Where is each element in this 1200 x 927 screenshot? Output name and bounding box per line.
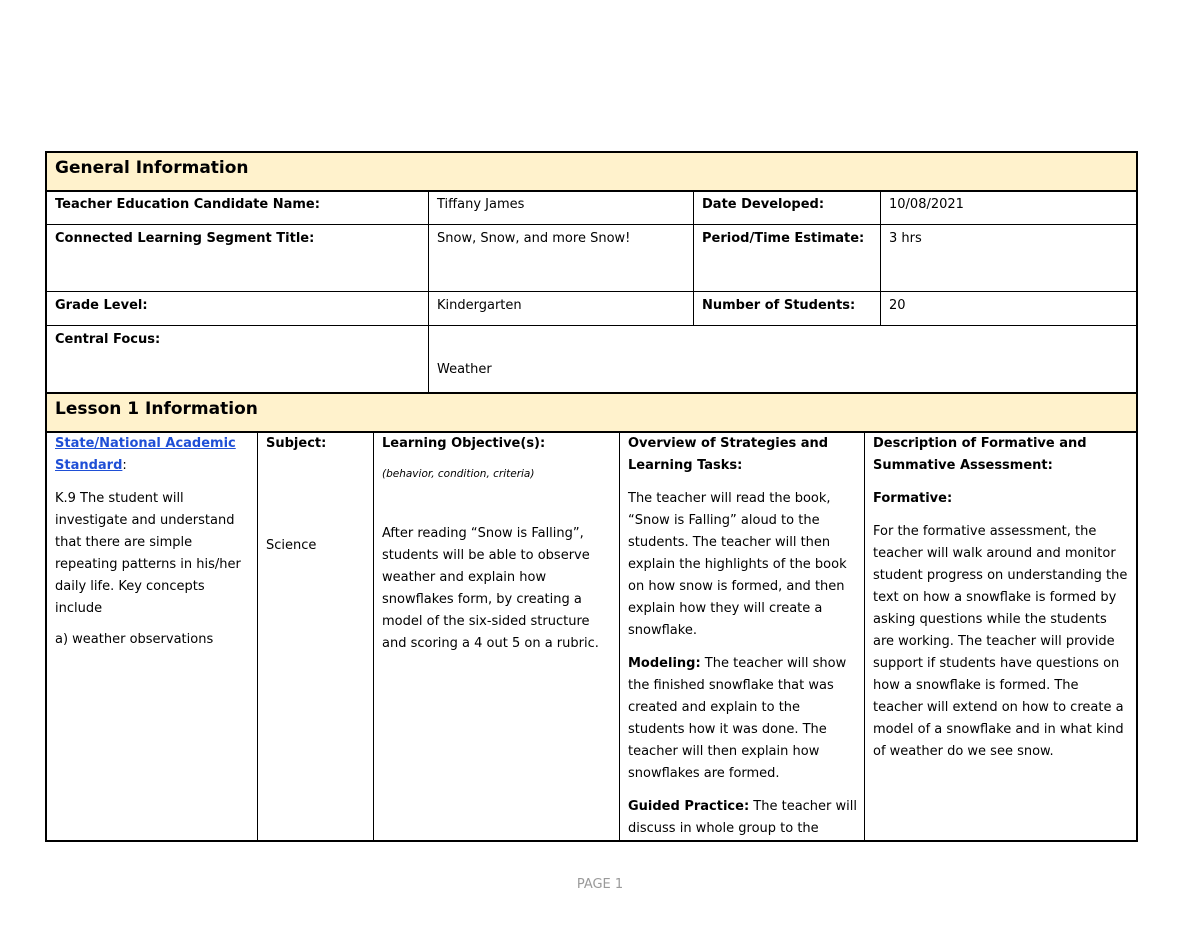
focus-value: Weather (437, 362, 492, 377)
candidate-value-cell (428, 190, 694, 225)
assessment-label: Description of Formative and Summative Assessment: (873, 436, 1087, 473)
subject-label: Subject: (266, 436, 327, 451)
overview-cell (619, 432, 865, 842)
standard-link-2[interactable]: Standard (55, 458, 123, 473)
grade-label-cell (45, 291, 429, 326)
grade-value: Kindergarten (437, 298, 522, 313)
modeling-text: The teacher will show the finished snowflake that was created and explain to the students how it was done. The teacher will then explain how snowflakes are formed. (628, 656, 847, 781)
candidate-value: Tiffany James (437, 197, 525, 212)
subject-value: Science (266, 538, 317, 553)
standard-colon: : (122, 458, 127, 473)
standard-item: a) weather observations (55, 632, 214, 647)
date-label-cell (693, 190, 881, 225)
candidate-label: Teacher Education Candidate Name: (55, 197, 320, 212)
objective-text: After reading “Snow is Falling”, students will be able to observe weather and explain how snowflakes form, by creating a model of the six-sided structure and scoring a 4 out 5 on a rubric. (382, 526, 599, 651)
period-value: 3 hrs (889, 231, 922, 246)
grade-label: Grade Level: (55, 298, 148, 313)
date-label: Date Developed: (702, 197, 825, 212)
candidate-label-cell (45, 190, 429, 225)
objective-cell (373, 432, 620, 842)
page-number: PAGE 1 (576, 877, 624, 892)
date-value-cell (880, 190, 1138, 225)
overview-text: The teacher will read the book, “Snow is Falling” aloud to the students. The teacher will then explain the highlights of the book on how snow is formed, and then explain how they will create a snowflake. (628, 491, 847, 638)
period-label-cell (693, 224, 881, 292)
lesson-information-header (45, 392, 1138, 433)
formative-text: For the formative assessment, the teacher will walk around and monitor student progress on understanding the text on how a snowflake is formed by asking questions while the students are working. The teacher will provide support if students have questions on how a snowflake is formed. The teacher will extend on how to create a model of a snowflake and in what kind of weather do we see snow. (873, 524, 1128, 759)
focus-value-cell (428, 325, 1138, 393)
segment-value-cell (428, 224, 694, 292)
segment-label: Connected Learning Segment Title: (55, 231, 315, 246)
grade-value-cell (428, 291, 694, 326)
general-information-header (45, 151, 1138, 192)
modeling-label: Modeling: (628, 656, 701, 671)
focus-label: Central Focus: (55, 332, 161, 347)
students-label-cell (693, 291, 881, 326)
students-value: 20 (889, 298, 906, 313)
standard-cell (45, 432, 258, 842)
objective-note: (behavior, condition, criteria) (382, 468, 535, 480)
date-value: 10/08/2021 (889, 197, 964, 212)
students-value-cell (880, 291, 1138, 326)
guided-practice-text: The teacher will discuss in whole group to the (628, 799, 857, 836)
focus-label-cell (45, 325, 429, 393)
segment-value: Snow, Snow, and more Snow! (437, 231, 631, 246)
lesson-information-title: Lesson 1 Information (55, 399, 258, 419)
standard-link[interactable]: State/National Academic (55, 436, 236, 451)
guided-practice-label: Guided Practice: (628, 799, 750, 814)
formative-label: Formative: (873, 491, 953, 506)
standard-text: K.9 The student will investigate and understand that there are simple repeating patterns in his/her daily life. Key concepts include (55, 491, 241, 616)
period-value-cell (880, 224, 1138, 292)
period-label: Period/Time Estimate: (702, 231, 865, 246)
assessment-cell (864, 432, 1138, 842)
subject-cell (257, 432, 374, 842)
objective-label: Learning Objective(s): (382, 436, 546, 451)
general-information-title: General Information (55, 158, 249, 178)
students-label: Number of Students: (702, 298, 856, 313)
segment-label-cell (45, 224, 429, 292)
overview-label: Overview of Strategies and Learning Tasks: (628, 436, 829, 473)
